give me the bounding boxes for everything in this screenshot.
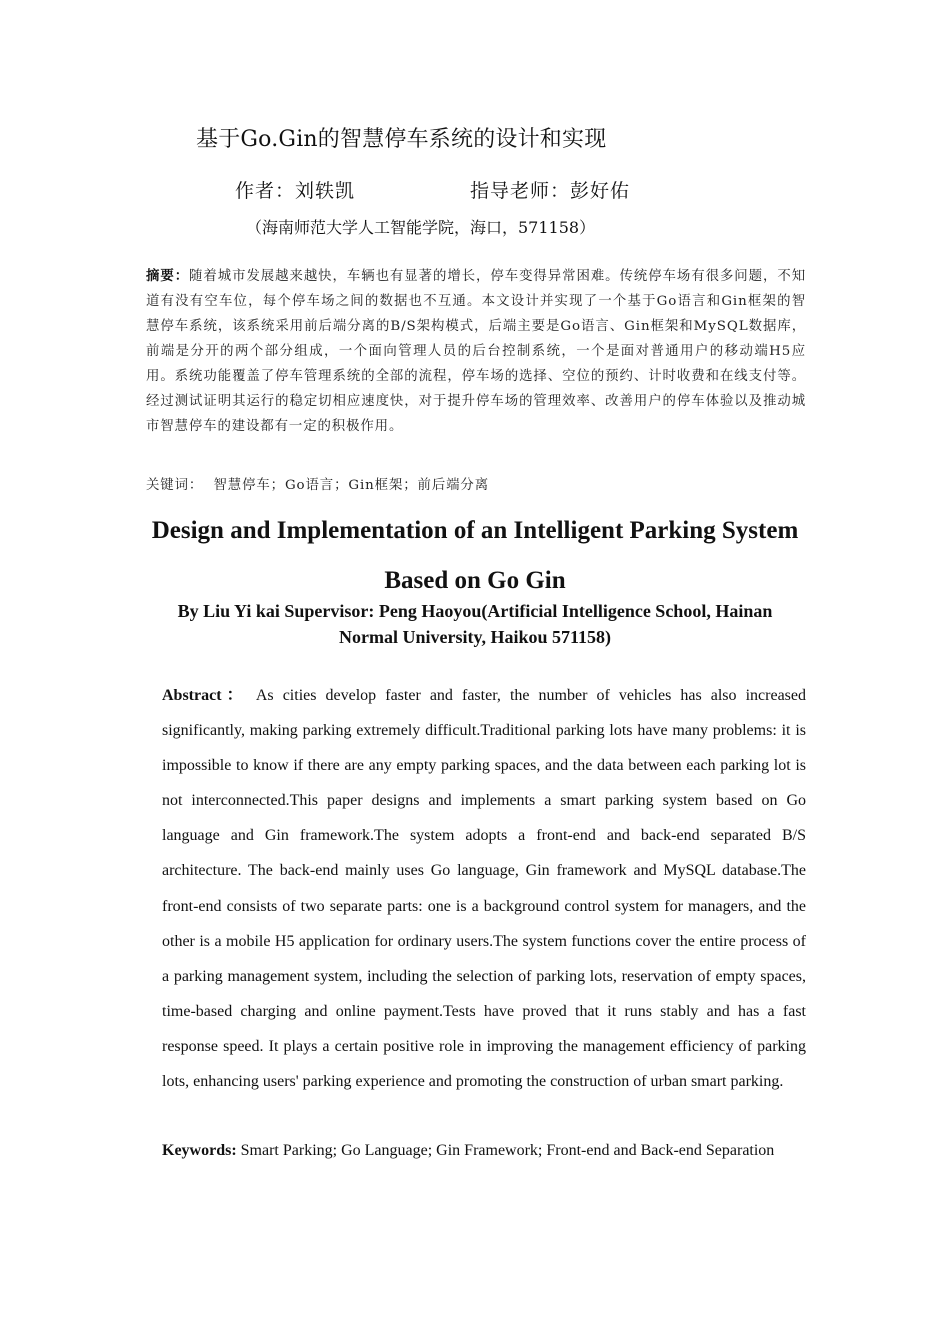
english-title [100,506,850,606]
chinese-keywords-text: 智慧停车；Go语言；Gin框架；前后端分离 [213,478,490,493]
english-keywords [162,1137,774,1165]
chinese-abstract-label: 摘要： [146,268,190,284]
english-abstract-label: Abstract： [162,687,248,704]
english-title-line-2: Based on Go Gin [384,567,566,594]
chinese-keywords [146,474,489,498]
chinese-keywords-label: 关键词： [146,478,204,493]
english-byline [120,598,830,650]
english-title-line-1: Design and Implementation of an Intelligent Parking System [151,517,799,544]
english-keywords-label: Keywords: [162,1142,237,1159]
chinese-title: 基于Go.Gin的智慧停车系统的设计和实现 [196,127,607,152]
english-abstract [162,678,806,1099]
chinese-abstract-text: 随着城市发展越来越快，车辆也有显著的增长，停车变得异常困难。传统停车场有很多问题，不知道有没有空车位，每个停车场之间的数据也不互通。本文设计并实现了一个基于Go语言和Gin框架的智慧停车系统，该系统采用前后端分离的B/S架构模式，后端主要是Go语言、Gin框架和MySQL数据库，前端是分开的两个部分组成，一个面向管理人员的后台控制系统，一个是面对普通用户的移动端H5应用。系统功能覆盖了停车管理系统的全部的流程，停车场的选择、空位的预约、计时收费和在线支付等。经过测试证明其运行的稳定切相应速度快，对于提升停车场的管理效率、改善用户的停车体验以及推动城市智慧停车的建设都有一定的积极作用。 [146,269,806,434]
author-name: 作者：刘轶凯 [235,180,356,202]
english-byline-line-2: Normal University, Haikou 571158) [338,627,611,647]
english-byline-line-1: By Liu Yi kai Supervisor: Peng Haoyou(Artificial Intelligence School, Hainan [177,601,773,621]
affiliation: （海南师范大学人工智能学院，海口，571158） [246,218,596,237]
english-abstract-text: As cities develop faster and faster, the number of vehicles has also increased significantly, making parking extremely difficult.Traditional parking lots have many problems: it is impossible to know if there are any empty parking spaces, and the data between each parking lot is not interconnected.This paper designs and implements a smart parking system based on Go language and Gin framework.The system adopts a front-end and back-end separated B/S architecture. The back-end mainly uses Go language, Gin framework and MySQL database.The front-end consists of two separate parts: one is a background control system for managers, and the other is a mobile H5 application for ordinary users.The system functions cover the entire process of a parking management system, including the selection of parking lots, reservation of empty spaces, time-based charging and online payment.Tests have proved that it runs stably and has a fast response speed. It plays a certain positive role in improving the management efficiency of parking lots, enhancing users' parking experience and promoting the construction of urban smart parking. [162,687,806,1091]
supervisor-name: 指导老师：彭好佑 [470,180,631,202]
chinese-abstract [146,264,806,439]
english-keywords-text: Smart Parking; Go Language; Gin Framework; Front-end and Back-end Separation [240,1142,775,1159]
